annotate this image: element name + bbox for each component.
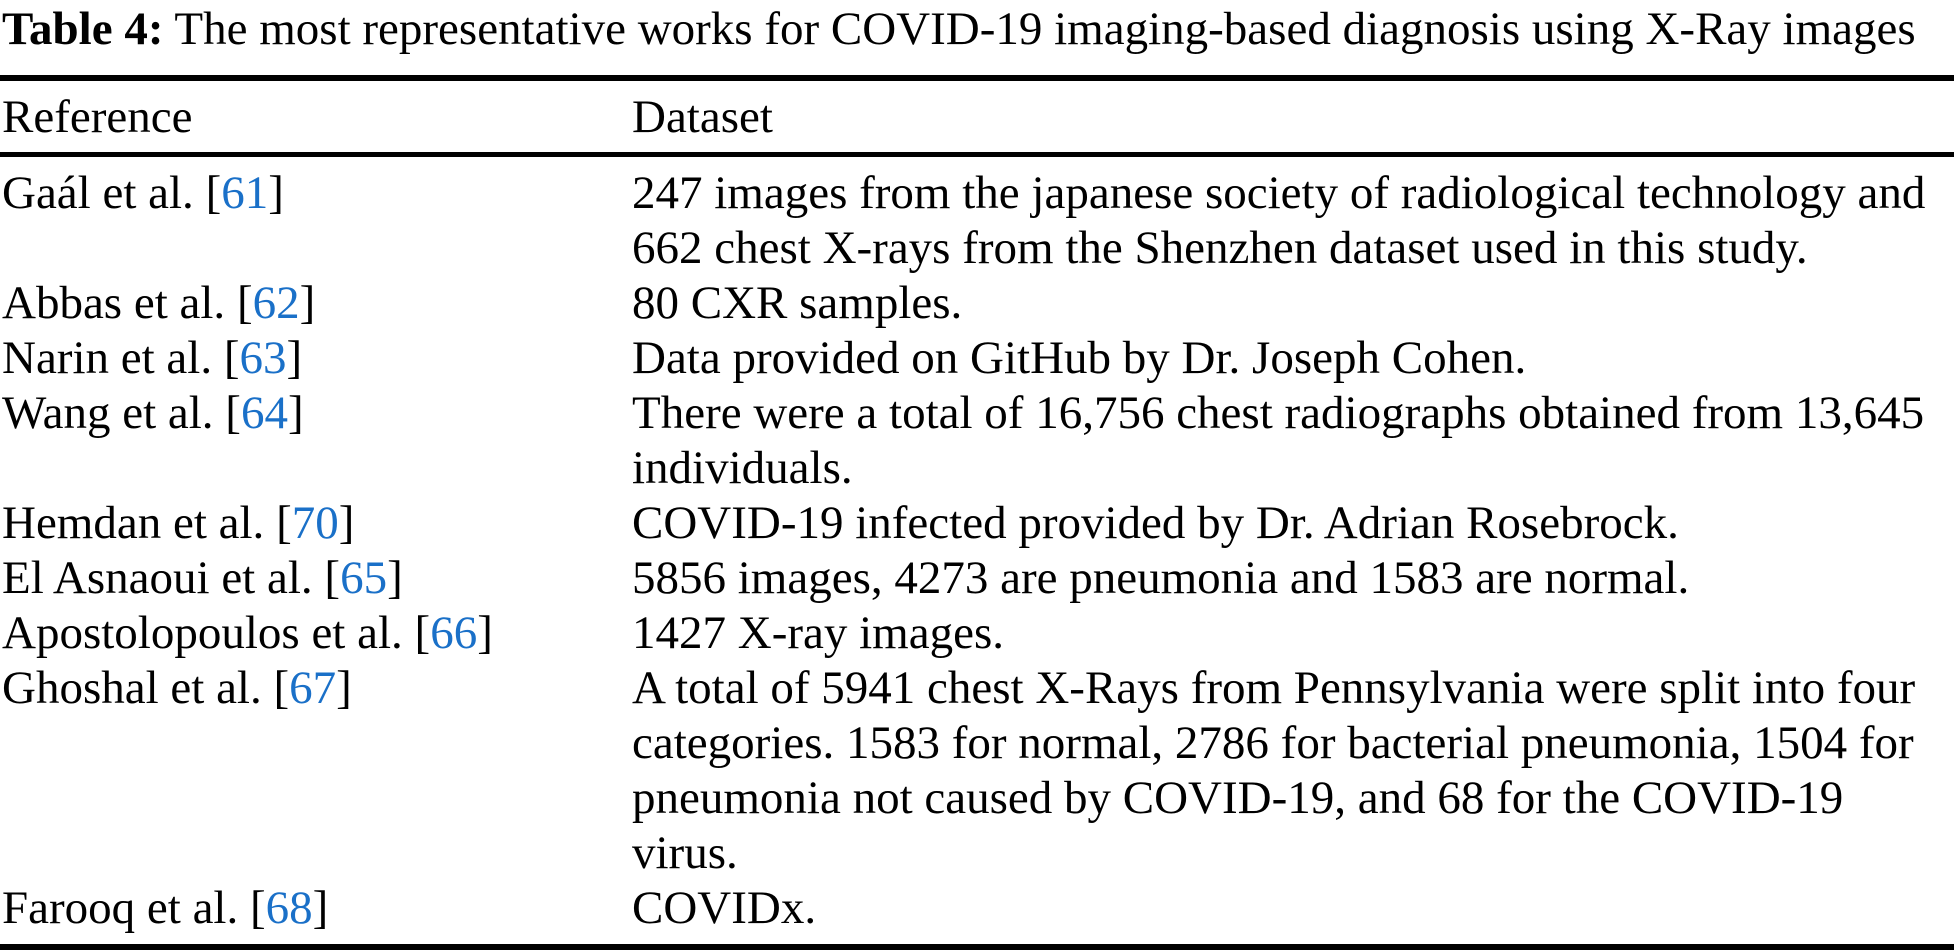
citation-bracket-open: [ [205,167,222,219]
table-row [0,551,1954,606]
table-row [0,661,1954,881]
reference-text: El Asnaoui et al. [2,552,325,604]
table-caption-label: Table 4: [2,3,164,55]
table-row [0,881,1954,947]
reference-text: Narin et al. [2,332,224,384]
reference-text: Gaál et al. [2,167,206,219]
citation-bracket-open: [ [223,332,240,384]
reference-text: Ghoshal et al. [2,662,274,714]
header-row [0,78,1954,155]
citation-link[interactable]: 61 [221,167,269,219]
table-body [0,155,1954,948]
citation-bracket-open: [ [273,662,290,714]
reference-cell [0,155,632,277]
table-row [0,386,1954,496]
citation-link[interactable]: 63 [239,332,287,384]
reference-text: Wang et al. [2,387,226,439]
table-row [0,276,1954,331]
table-row [0,331,1954,386]
column-header-reference: Reference [2,90,193,143]
reference-cell [0,386,632,496]
citation-link[interactable]: 68 [265,882,313,934]
dataset-text: 5856 images, 4273 are pneumonia and 1583 are normal. [632,552,1690,604]
citation-bracket-close: ] [287,387,304,439]
reference-cell [0,881,632,947]
citation-link[interactable]: 70 [291,497,339,549]
table-caption-text: The most representative works for COVID-19 imaging-based diagnosis using X-Ray images [174,3,1916,55]
citation-bracket-close: ] [477,607,493,659]
reference-text: Apostolopoulos et al. [2,607,415,659]
table-header [0,78,1954,155]
citation-bracket-open: [ [324,552,341,604]
reference-cell [0,551,632,606]
table-row [0,606,1954,661]
reference-cell [0,496,632,551]
citation-link[interactable]: 62 [252,277,300,329]
citation-bracket-close: ] [299,277,316,329]
citation-bracket-close: ] [338,497,355,549]
table-row [0,155,1954,277]
dataset-text: A total of 5941 chest X-Rays from Pennsylvania were split into four categories. 1583 for normal, 2786 for bacterial pneumonia, 1504 for pneumonia not caused by COVID-19, and 68 for the COVID-19 virus. [632,662,1916,879]
column-header-dataset: Dataset [632,90,773,143]
dataset-text: There were a total of 16,756 chest radiographs obtained from 13,645 individuals. [632,387,1925,494]
reference-text: Abbas et al. [2,277,237,329]
citation-bracket-close: ] [336,662,352,714]
citation-bracket-close: ] [387,552,403,604]
dataset-text: Data provided on GitHub by Dr. Joseph Cohen. [632,332,1527,384]
reference-dataset-table [0,75,1954,950]
citation-link[interactable]: 67 [289,662,337,714]
citation-bracket-open: [ [276,497,292,549]
dataset-text: COVIDx. [632,882,817,934]
citation-bracket-open: [ [250,882,266,934]
citation-bracket-close: ] [312,882,329,934]
citation-bracket-open: [ [236,277,253,329]
reference-cell [0,331,632,386]
reference-cell [0,661,632,881]
reference-cell [0,606,632,661]
reference-cell [0,276,632,331]
dataset-text: 247 images from the japanese society of radiological technology and 662 chest X-rays from the Shenzhen dataset used in this study. [632,167,1926,274]
citation-bracket-close: ] [286,332,303,384]
citation-link[interactable]: 65 [340,552,388,604]
dataset-text: COVID-19 infected provided by Dr. Adrian Rosebrock. [632,497,1679,549]
citation-bracket-close: ] [268,167,284,219]
citation-bracket-open: [ [414,607,431,659]
table-row [0,496,1954,551]
dataset-text: 1427 X-ray images. [632,607,1004,659]
citation-link[interactable]: 64 [240,387,288,439]
citation-bracket-open: [ [225,387,241,439]
citation-link[interactable]: 66 [430,607,478,659]
reference-text: Farooq et al. [2,882,250,934]
reference-text: Hemdan et al. [2,497,277,549]
dataset-text: 80 CXR samples. [632,277,963,329]
table-caption [0,0,1954,75]
